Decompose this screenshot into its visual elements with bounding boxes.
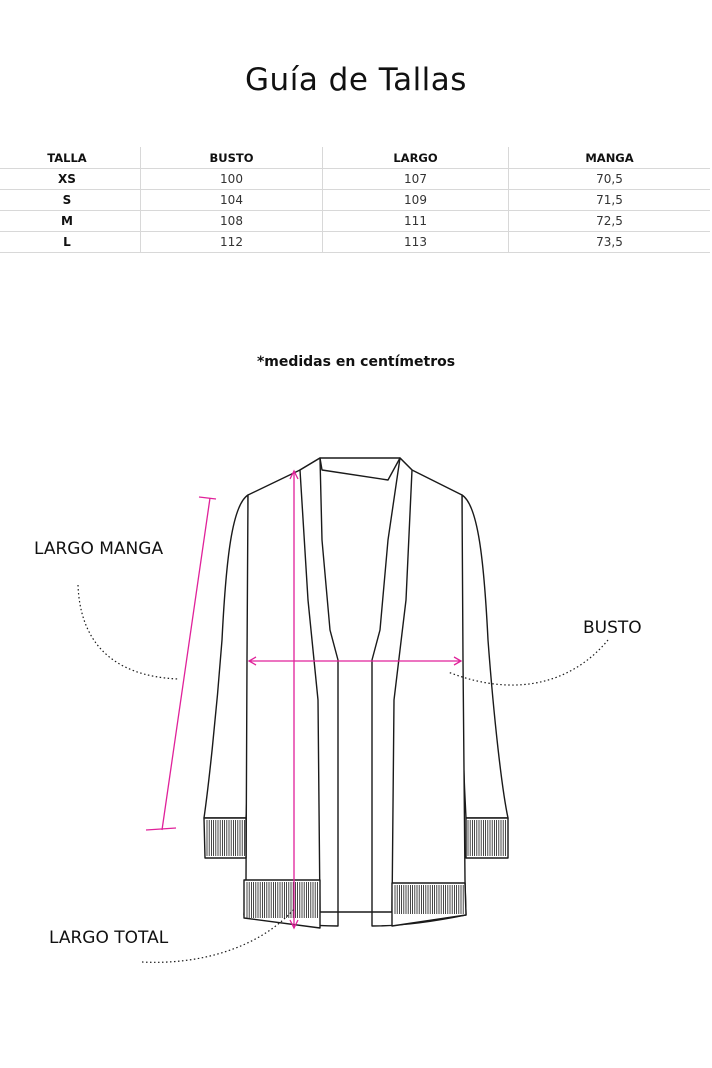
table-row [0,232,710,253]
busto-cell: 112 [141,232,323,253]
column-header-talla: TALLA [0,147,141,169]
largo-cell: 113 [323,232,509,253]
table-header-row [0,147,710,169]
sleeve-measure-cap-top [199,497,216,499]
sleeve-leader [78,585,178,679]
size-cell: L [0,232,141,253]
sleeve-measure-line [162,498,210,830]
column-header-busto: BUSTO [141,147,323,169]
largo-cell: 107 [323,169,509,190]
size-cell: M [0,211,141,232]
column-header-manga: MANGA [509,147,711,169]
busto-cell: 108 [141,211,323,232]
table-row [0,169,710,190]
busto-cell: 104 [141,190,323,211]
manga-cell: 70,5 [509,169,711,190]
cardigan-sketch-icon [204,458,508,928]
page-title: Guía de Tallas [245,62,467,98]
size-cell: S [0,190,141,211]
manga-cell: 72,5 [509,211,711,232]
measurement-note: *medidas en centímetros [256,354,456,370]
column-header-largo: LARGO [323,147,509,169]
busto-cell: 100 [141,169,323,190]
manga-cell: 71,5 [509,190,711,211]
largo-cell: 111 [323,211,509,232]
size-cell: XS [0,169,141,190]
manga-cell: 73,5 [509,232,711,253]
label-largo-total: LARGO TOTAL [49,928,169,948]
table-row [0,211,710,232]
label-largo-manga: LARGO MANGA [34,539,164,559]
size-table [0,147,710,253]
largo-cell: 109 [323,190,509,211]
table-row [0,190,710,211]
sleeve-measure-cap-bottom [146,828,176,830]
cardigan-diagram [0,440,712,1000]
label-busto: BUSTO [583,618,642,638]
